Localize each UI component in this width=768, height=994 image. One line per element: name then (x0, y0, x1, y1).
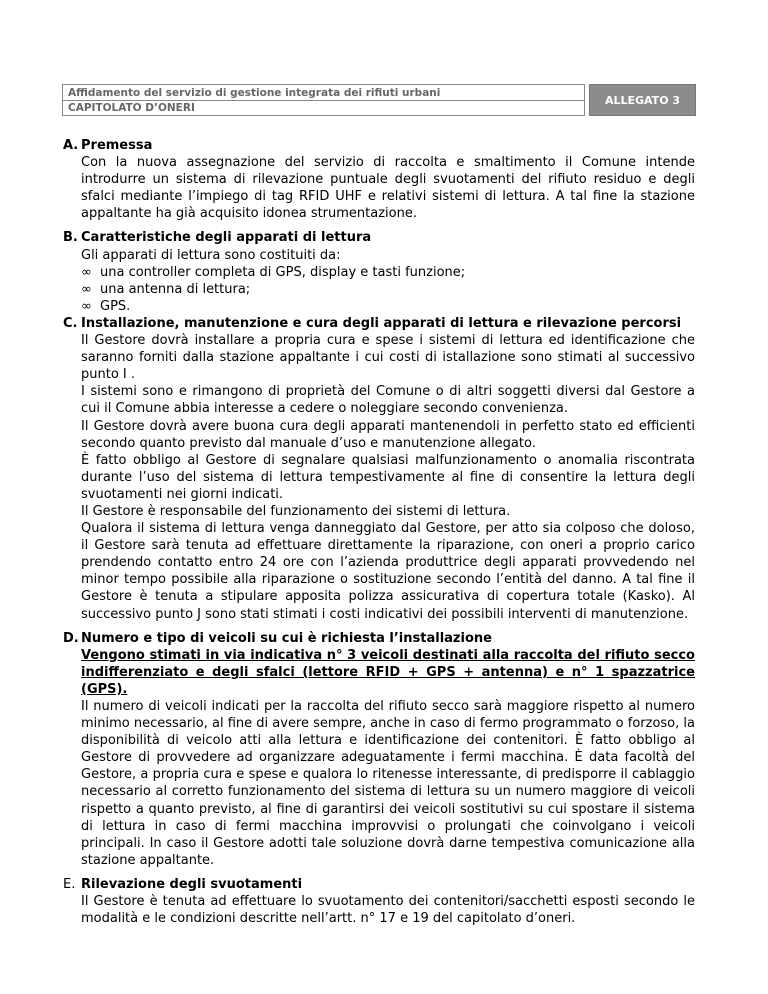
bullet-infinity-icon: ∞ (81, 281, 92, 297)
page-header (62, 84, 696, 116)
section-a-letter: A. (63, 138, 79, 153)
section-c-paragraph-1: Il Gestore dovrà installare a propria cura e spese i sistemi di lettura ed identificazione che saranno forniti dalla stazione appaltante i cui costi di istallazione sono stimati al successivo punto I . (81, 333, 695, 383)
section-e (63, 876, 695, 927)
list-item-text: GPS. (100, 298, 131, 314)
section-c-paragraph-3: Il Gestore dovrà avere buona cura degli apparati mantenendoli in perfetto stato ed efficienti secondo quanto previsto dal manuale d’uso e manutenzione allegato. (81, 418, 695, 451)
list-item (81, 281, 695, 298)
section-a (63, 137, 695, 222)
bullet-infinity-icon: ∞ (81, 264, 92, 280)
section-b-letter: B. (63, 230, 78, 246)
header-document-type: CAPITOLATO D’ONERI (68, 102, 195, 114)
section-a-title: Premessa (81, 138, 153, 153)
header-divider (63, 100, 584, 101)
apparatus-list (81, 264, 695, 315)
section-b (63, 229, 695, 314)
list-item (81, 298, 695, 315)
attachment-badge: ALLEGATO 3 (589, 84, 696, 116)
section-c-paragraph-4: È fatto obbligo al Gestore di segnalare qualsiasi malfunzionamento o anomalia riscontrata durante l’uso del sistema di lettura tempestivamente al fine di consentire la lettura degli svuotamenti nei giorni indicati. (81, 452, 695, 502)
section-e-paragraph: Il Gestore è tenuta ad effettuare lo svuotamento dei contenitori/sacchetti esposti secondo le modalità e le condizioni descritte nell’artt. n° 17 e 19 del capitolato d’oneri. (81, 894, 695, 927)
section-e-letter: E. (63, 876, 76, 892)
header-subject: Affidamento del servizio di gestione integrata dei rifiuti urbani (68, 87, 441, 99)
section-a-paragraph: Con la nuova assegnazione del servizio di raccolta e smaltimento il Comune intende introdurre un sistema di rilevazione puntuale degli svuotamenti del rifiuto residuo e degli sfalci mediante l’impiego di tag RFID UHF e relativi sistemi di lettura. A tal fine la stazione appaltante ha già acquisito idonea strumentazione. (81, 155, 695, 222)
section-b-title: Caratteristiche degli apparati di lettura (81, 230, 372, 246)
section-d-highlight: Vengono stimati in via indicativa n° 3 veicoli destinati alla raccolta del rifiuto secco indifferenziato e degli sfalci (lettore RFID + GPS + antenna) e n° 1 spazzatrice (GPS). (81, 647, 695, 697)
section-b-intro: Gli apparati di lettura sono costituiti da: (81, 247, 341, 263)
section-e-heading (63, 876, 695, 893)
section-c-title: Installazione, manutenzione e cura degli apparati di lettura e rilevazione percorsi (81, 315, 682, 331)
header-title-box (62, 84, 585, 116)
section-d-heading (63, 630, 695, 647)
section-c-letter: C. (63, 315, 78, 331)
section-d-title: Numero e tipo di veicoli su cui è richiesta l’installazione (81, 630, 492, 646)
list-item-text: una controller completa di GPS, display e tasti funzione; (100, 264, 466, 280)
section-c-paragraph-5: Il Gestore è responsabile del funzionamento dei sistemi di lettura. (81, 503, 511, 519)
section-c-paragraph-2: I sistemi sono e rimangono di proprietà del Comune o di altri soggetti diversi dal Gestore a cui il Comune abbia interesse a cedere o noleggiare secondo convenienza. (81, 384, 695, 417)
section-c-heading (63, 315, 695, 332)
document-body (63, 137, 695, 934)
list-item (81, 264, 695, 281)
section-c (63, 315, 695, 623)
section-d (63, 630, 695, 869)
section-a-heading (63, 137, 695, 154)
section-b-heading (63, 229, 695, 246)
list-item-text: una antenna di lettura; (100, 281, 251, 297)
section-d-paragraph: Il numero di veicoli indicati per la raccolta del rifiuto secco sarà maggiore rispetto al numero minimo necessario, al fine di avere sempre, anche in caso di fermo programmato o forzoso, la disponibilità di veicolo atti alla lettura e identificazione dei contenitori. È fatto obbligo al Gestore di provvedere ad organizzare adeguatamente i fermi macchina. È data facoltà del Gestore, a propria cura e spese e qualora lo ritenesse interessante, di predisporre il cablaggio necessario al corretto funzionamento del sistema di lettura su un numero maggiore di veicoli rispetto a quanto previsto, al fine di garantirsi dei veicoli sostitutivi su cui spostare il sistema di lettura in caso di fermi macchina improvvisi o prolungati che coinvolgano i veicoli principali. In caso il Gestore adotti tale soluzione dovrà darne tempestiva comunicazione alla stazione appaltante. (81, 699, 695, 868)
bullet-infinity-icon: ∞ (81, 298, 92, 314)
section-c-paragraph-6: Qualora il sistema di lettura venga danneggiato dal Gestore, per atto sia colposo che doloso, il Gestore sarà tenuta ad effettuare direttamente la riparazione, con oneri a proprio carico prendendo contatto entro 24 ore con l’azienda produttrice degli apparati provvedendo nel minor tempo possibile alla riparazione o sostituzione secondo l’entità del danno. A tal fine il Gestore è tenuta a stipulare apposita polizza assicurativa di copertura totale (Kasko). Al successivo punto J sono stati stimati i costi indicativi dei possibili interventi di manutenzione. (81, 521, 695, 622)
section-e-title: Rilevazione degli svuotamenti (81, 876, 303, 892)
section-d-letter: D. (63, 630, 79, 646)
